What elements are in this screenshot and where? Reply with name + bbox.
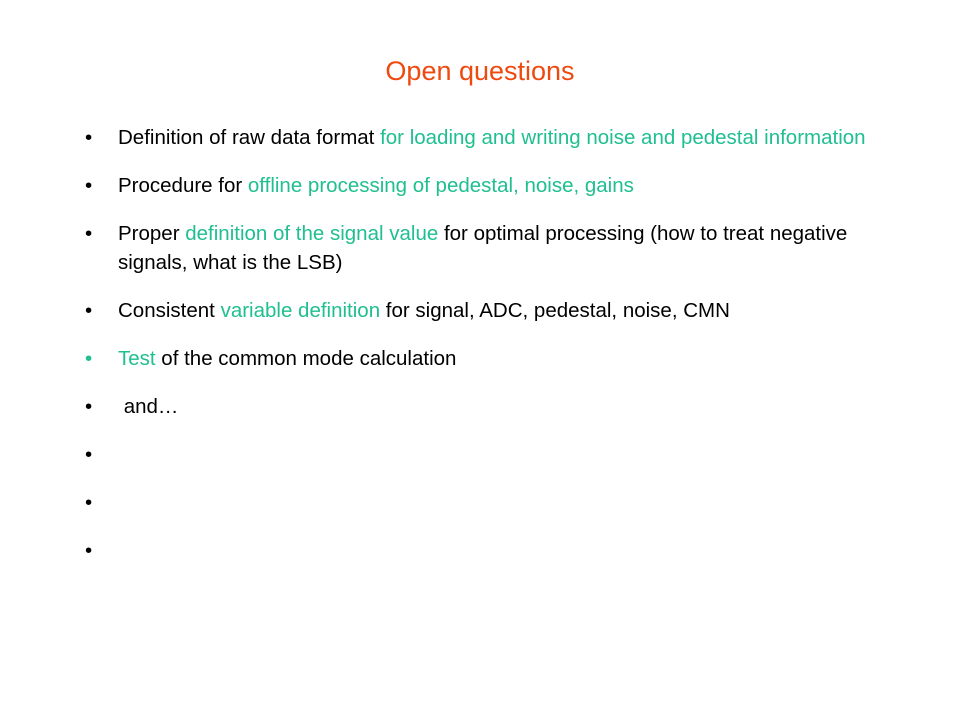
bullet-text-part: for optimal processing (how to treat negative signals, what is the LSB) xyxy=(118,222,848,274)
bullet-text-highlight: variable definition xyxy=(220,299,381,322)
bullet-item-and xyxy=(0,392,960,421)
bullet-icon: • xyxy=(85,222,93,245)
bullet-item-offline-processing xyxy=(0,171,960,200)
bullet-icon: • xyxy=(85,539,93,562)
bullet-text-part: Procedure for xyxy=(118,174,248,197)
bullet-icon: • xyxy=(85,443,93,466)
bullet-text-highlight: Test xyxy=(118,347,156,370)
bullet-item-empty xyxy=(0,488,960,517)
bullet-text-part: Definition of raw data format xyxy=(118,126,381,149)
bullet-icon: • xyxy=(85,395,93,418)
bullet-text-highlight: offline processing of pedestal, noise, gains xyxy=(247,174,634,197)
bullet-icon: • xyxy=(85,174,93,197)
slide-title: Open questions xyxy=(385,56,575,86)
bullet-item-common-mode-test xyxy=(0,344,960,373)
bullet-text-highlight: definition of the signal value xyxy=(185,222,439,245)
bullet-text-part: and… xyxy=(118,395,179,418)
bullet-item-empty xyxy=(0,536,960,565)
bullet-item-signal-value xyxy=(0,219,960,277)
bullet-list xyxy=(0,123,960,584)
bullet-text-part: Consistent xyxy=(118,299,221,322)
bullet-icon: • xyxy=(85,126,93,149)
bullet-icon: • xyxy=(85,299,93,322)
bullet-icon: • xyxy=(85,347,93,370)
bullet-item-variable-definition xyxy=(0,296,960,325)
bullet-text-part: Proper xyxy=(118,222,186,245)
bullet-text-highlight: for loading and writing noise and pedestal information xyxy=(380,126,866,149)
bullet-item-empty xyxy=(0,440,960,469)
bullet-text-part: of the common mode calculation xyxy=(155,347,457,370)
bullet-icon: • xyxy=(85,491,93,514)
bullet-item-raw-data-format xyxy=(0,123,960,152)
bullet-text-part: for signal, ADC, pedestal, noise, CMN xyxy=(380,299,730,322)
